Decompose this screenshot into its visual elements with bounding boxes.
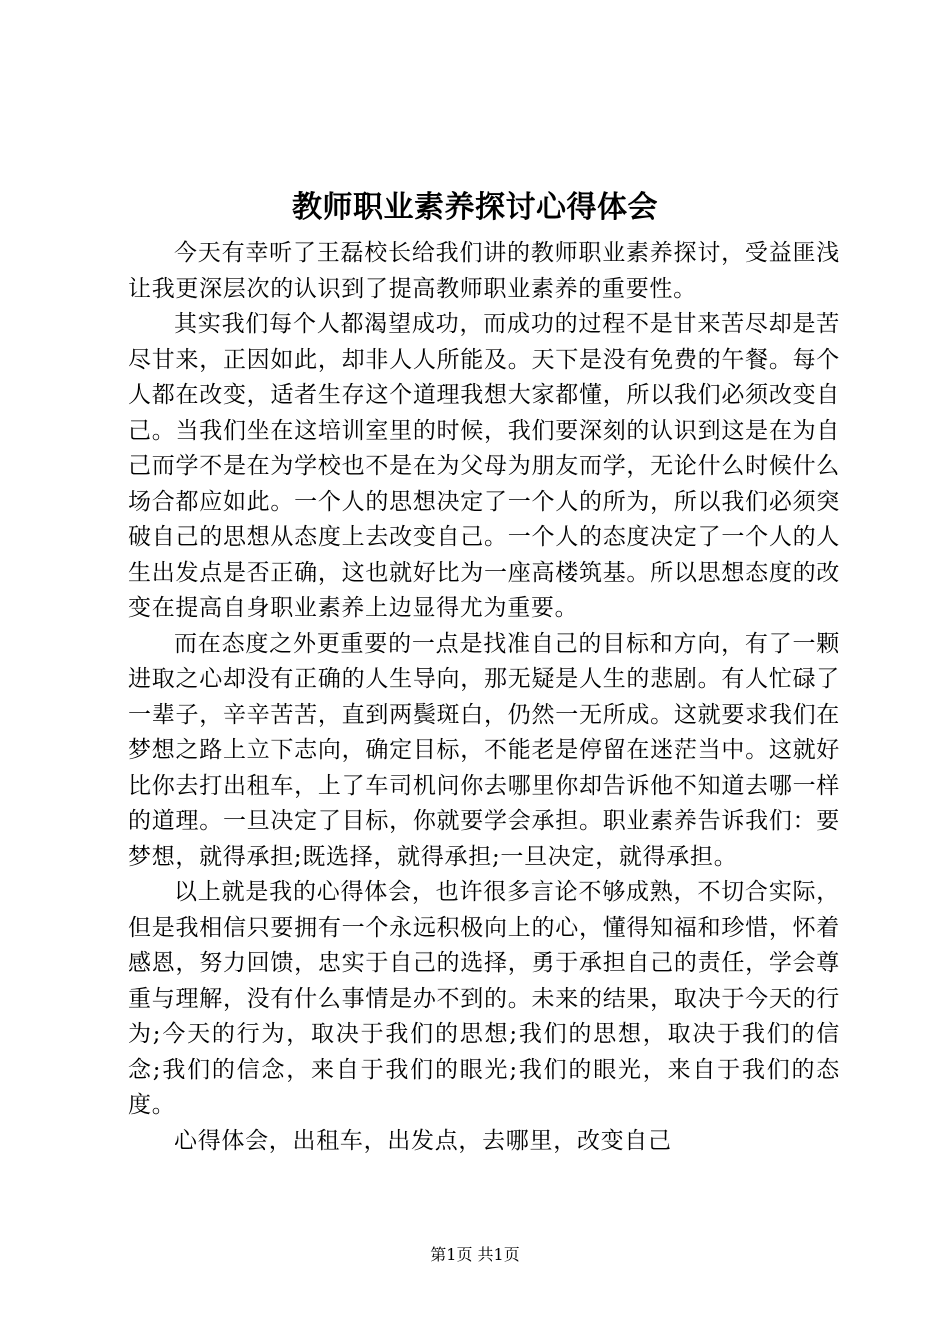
paragraph: 其实我们每个人都渴望成功，而成功的过程不是甘来苦尽却是苦尽甘来，正因如此，却非人人所能及。天下是没有免费的午餐。每个人都在改变，适者生存这个道理我想大家都懂，所以我们必须改变自己。当我们坐在这培训室里的时候，我们要深刻的认识到这是在为自己而学不是在为学校也不是在为父母为朋友而学，无论什么时候什么场合都应如此。一个人的思想决定了一个人的所为，所以我们必须突破自己的思想从态度上去改变自己。一个人的态度决定了一个人的人生出发点是否正确，这也就好比为一座高楼筑基。所以思想态度的改变在提高自身职业素养上边显得尤为重要。 [128, 311, 840, 621]
paragraph: 而在态度之外更重要的一点是找准自己的目标和方向，有了一颗进取之心却没有正确的人生导向，那无疑是人生的悲剧。有人忙碌了一辈子，辛辛苦苦，直到两鬓斑白，仍然一无所成。这就要求我们在梦想之路上立下志向，确定目标，不能老是停留在迷茫当中。这就好比你去打出租车，上了车司机问你去哪里你却告诉他不知道去哪一样的道理。一旦决定了目标，你就要学会承担。职业素养告诉我们：要梦想，就得承担;既选择，就得承担;一旦决定，就得承担。 [128, 630, 840, 870]
paragraph: 以上就是我的心得体会，也许很多言论不够成熟，不切合实际，但是我相信只要拥有一个永远积极向上的心，懂得知福和珍惜，怀着感恩，努力回馈，忠实于自己的选择，勇于承担自己的责任，学会尊重与理解，没有什么事情是办不到的。未来的结果，取决于今天的行为;今天的行为，取决于我们的思想;我们的思想，取决于我们的信念;我们的信念，来自于我们的眼光;我们的眼光，来自于我们的态度。 [128, 879, 840, 1118]
document-body [128, 236, 840, 1159]
paragraph: 今天有幸听了王磊校长给我们讲的教师职业素养探讨，受益匪浅让我更深层次的认识到了提高教师职业素养的重要性。 [128, 240, 840, 302]
keywords-paragraph: 心得体会，出租车，出发点，去哪里，改变自己 [174, 1127, 672, 1154]
page-number-footer: 第1页 共1页 [430, 1245, 520, 1264]
document-title: 教师职业素养探讨心得体会 [292, 190, 658, 225]
